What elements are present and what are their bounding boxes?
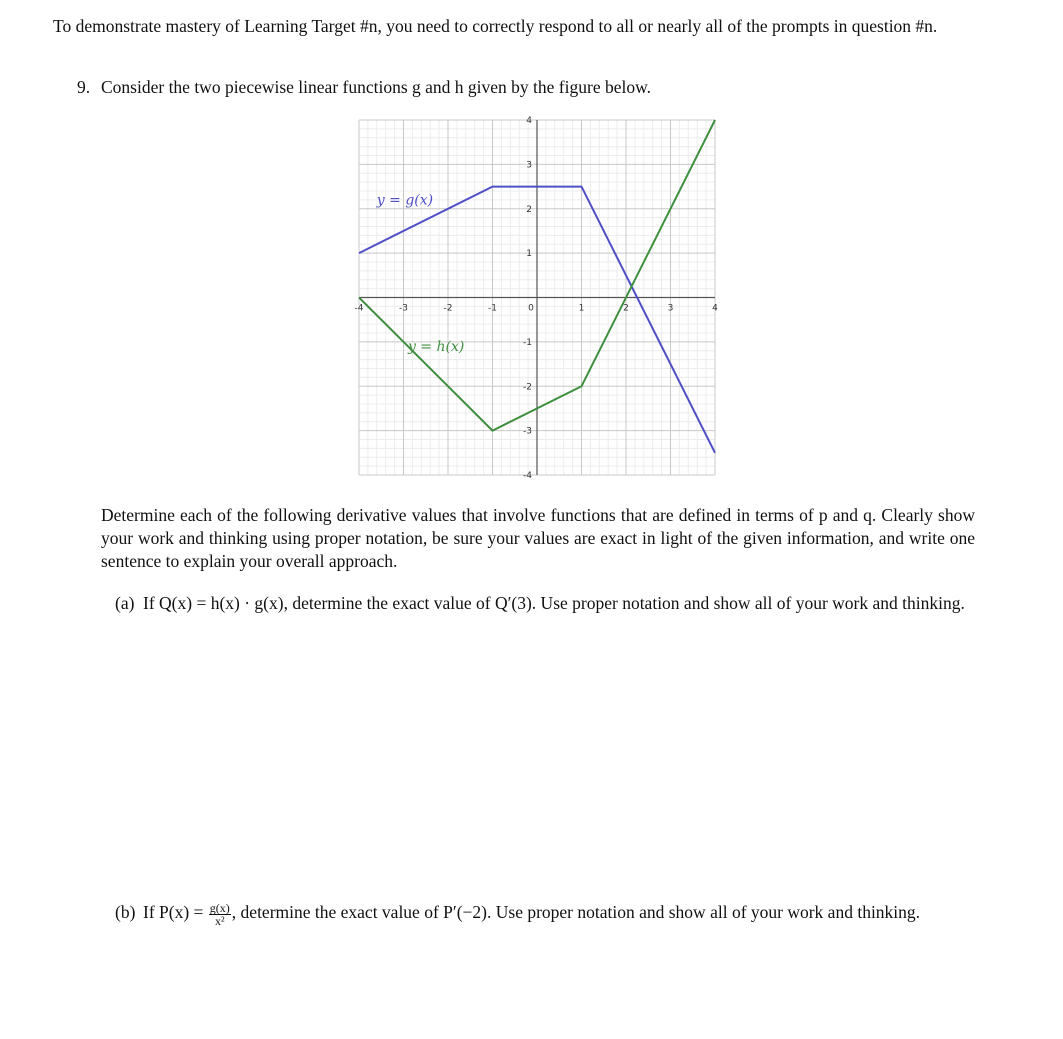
y-tick-label: 3 bbox=[526, 160, 532, 171]
intro-text: To demonstrate mastery of Learning Target #n, you need to correctly respond to all or nearly all of the prompts in question #n. bbox=[53, 16, 938, 36]
x-tick-label: 1 bbox=[578, 303, 585, 314]
x-tick-label: -1 bbox=[488, 303, 497, 314]
graph-svg bbox=[354, 116, 718, 481]
y-tick-label: -2 bbox=[523, 382, 532, 393]
y-tick-label: -4 bbox=[523, 471, 532, 481]
y-tick-label: -3 bbox=[523, 426, 532, 437]
question-number: 9. bbox=[77, 77, 91, 97]
x-tick-label: -4 bbox=[354, 303, 364, 314]
part-a-label: (a) bbox=[115, 593, 135, 613]
part-b-fraction bbox=[209, 902, 231, 927]
part-b-text-before: If P(x) = bbox=[143, 902, 208, 922]
part-a bbox=[115, 592, 975, 615]
question-9 bbox=[77, 76, 977, 99]
y-tick-label: -1 bbox=[523, 337, 532, 348]
y-tick-label: 4 bbox=[526, 116, 532, 126]
g-series-label: y = g(x) bbox=[376, 192, 434, 209]
instructions-paragraph: Determine each of the following derivative values that involve functions that are defined in terms of p and q. Clearly show your work and thinking using proper notation, be sure your values are exact in light of the given information, and write one sentence to explain your overall approach. bbox=[101, 505, 975, 571]
y-tick-label: 2 bbox=[526, 204, 532, 215]
x-tick-label: -3 bbox=[399, 303, 408, 314]
part-b-label: (b) bbox=[115, 902, 136, 922]
fraction-denominator: x² bbox=[214, 913, 225, 928]
x-tick-label: 2 bbox=[623, 303, 629, 314]
part-b-text-after: , determine the exact value of P′(−2). Use proper notation and show all of your work and thinking. bbox=[231, 902, 921, 922]
y-tick-label: 1 bbox=[526, 249, 532, 260]
fraction-numerator: g(x) bbox=[209, 900, 230, 915]
part-a-text: If Q(x) = h(x) · g(x), determine the exact value of Q′(3). Use proper notation and show all of your work and thinking. bbox=[143, 593, 965, 613]
x-tick-label: 0 bbox=[528, 303, 534, 314]
x-tick-label: 4 bbox=[712, 303, 718, 314]
x-tick-label: 3 bbox=[667, 303, 674, 314]
x-tick-label: -2 bbox=[443, 303, 453, 314]
function-graph bbox=[354, 116, 718, 481]
question-text: Consider the two piecewise linear functions g and h given by the figure below. bbox=[101, 77, 651, 97]
h-series-label: y = h(x) bbox=[407, 338, 465, 355]
part-b bbox=[115, 901, 975, 927]
